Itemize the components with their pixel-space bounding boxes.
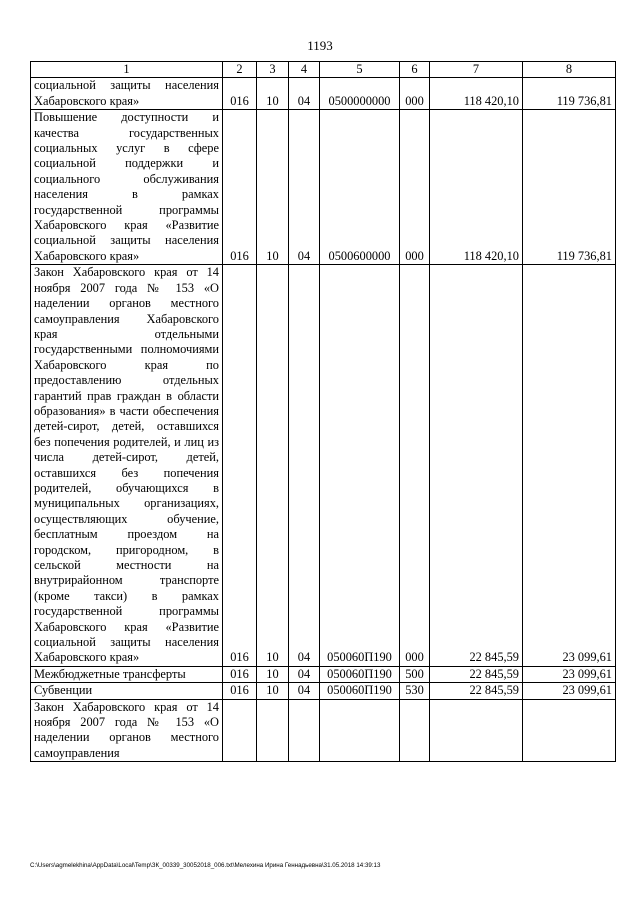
cell-c7: 118 420,10 (430, 78, 523, 110)
cell-c6: 000 (400, 265, 430, 667)
cell-c2: 016 (223, 683, 257, 699)
cell-c2: 016 (223, 110, 257, 265)
cell-c2: 016 (223, 78, 257, 110)
cell-c4 (289, 699, 320, 762)
row-name: Субвенции (31, 683, 223, 699)
table-row (31, 110, 616, 265)
cell-c7: 118 420,10 (430, 110, 523, 265)
table-row (31, 78, 616, 110)
table-row (31, 265, 616, 667)
row-name: социальной защиты населения Хабаровского края» (31, 78, 223, 110)
cell-c6: 000 (400, 78, 430, 110)
cell-c8: 119 736,81 (523, 110, 616, 265)
cell-c3: 10 (257, 110, 289, 265)
cell-c3: 10 (257, 78, 289, 110)
table-row (31, 699, 616, 762)
cell-c4: 04 (289, 265, 320, 667)
cell-c6 (400, 699, 430, 762)
row-name: Закон Хабаровского края от 14 ноября 2007 года № 153 «О наделении органов местного самоуправления Хабаровского края отдельными государственными полномочиями Хабаровского края по предоставлению отдельных гарантий прав граждан в области образования» в части обеспечения детей-сирот, детей, оставшихся без попечения родителей, и лиц из числа детей-сирот, детей, оставшихся без попечения родителей, обучающихся в муниципальных организациях, осуществляющих обучение, бесплатным проездом на городском, пригородном, в сельской местности на внутрирайонном транспорте (кроме такси) в рамках государственной программы Хабаровского края «Развитие социальной защиты населения Хабаровского края» (31, 265, 223, 667)
column-header: 1 (31, 62, 223, 78)
column-header: 7 (430, 62, 523, 78)
cell-c4: 04 (289, 683, 320, 699)
column-header: 2 (223, 62, 257, 78)
cell-c5: 050060П190 (320, 683, 400, 699)
cell-c2: 016 (223, 265, 257, 667)
cell-c6: 000 (400, 110, 430, 265)
column-header: 6 (400, 62, 430, 78)
cell-c8: 23 099,61 (523, 683, 616, 699)
column-header: 5 (320, 62, 400, 78)
cell-c4: 04 (289, 666, 320, 682)
header-row (31, 62, 616, 78)
page-number: 1193 (307, 38, 333, 53)
cell-c2: 016 (223, 666, 257, 682)
cell-c8: 23 099,61 (523, 666, 616, 682)
cell-c5 (320, 699, 400, 762)
table-row (31, 683, 616, 699)
cell-c7 (430, 699, 523, 762)
cell-c4: 04 (289, 78, 320, 110)
cell-c3: 10 (257, 265, 289, 667)
cell-c7: 22 845,59 (430, 265, 523, 667)
cell-c2 (223, 699, 257, 762)
cell-c8: 23 099,61 (523, 265, 616, 667)
cell-c6: 530 (400, 683, 430, 699)
cell-c8: 119 736,81 (523, 78, 616, 110)
cell-c7: 22 845,59 (430, 683, 523, 699)
row-name: Закон Хабаровского края от 14 ноября 2007 года № 153 «О наделении органов местного самоуправления (31, 699, 223, 762)
cell-c8 (523, 699, 616, 762)
table-row (31, 666, 616, 682)
row-name: Повышение доступности и качества государственных социальных услуг в сфере социальной поддержки и социального обслуживания населения в рамках государственной программы Хабаровского края «Развитие социальной защиты населения Хабаровского края» (31, 110, 223, 265)
cell-c5: 0500000000 (320, 78, 400, 110)
column-header: 4 (289, 62, 320, 78)
cell-c5: 0500600000 (320, 110, 400, 265)
cell-c5: 050060П190 (320, 666, 400, 682)
row-name: Межбюджетные трансферты (31, 666, 223, 682)
cell-c7: 22 845,59 (430, 666, 523, 682)
cell-c3 (257, 699, 289, 762)
cell-c6: 500 (400, 666, 430, 682)
cell-c5: 050060П190 (320, 265, 400, 667)
column-header: 3 (257, 62, 289, 78)
cell-c4: 04 (289, 110, 320, 265)
column-header: 8 (523, 62, 616, 78)
cell-c3: 10 (257, 666, 289, 682)
file-path-footer: C:\Users\agmelekhina\AppData\Local\Temp\ЗК_00339_30052018_006.txt\Мелехина Ирина Геннадьевна\31.05.2018 14:39:13 (30, 862, 381, 869)
budget-table (30, 61, 616, 762)
cell-c3: 10 (257, 683, 289, 699)
